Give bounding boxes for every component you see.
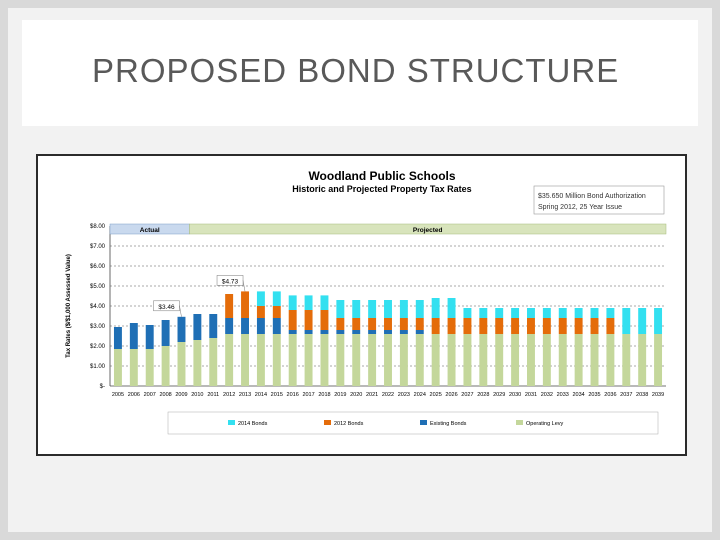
bar-segment	[320, 330, 328, 334]
x-tick-label: 2011	[207, 392, 220, 398]
bar-segment	[495, 308, 503, 318]
x-tick-label: 2008	[159, 392, 172, 398]
bar-segment	[352, 318, 360, 330]
bar-segment	[336, 300, 344, 318]
bar-segment	[622, 308, 630, 334]
slide-title: PROPOSED BOND STRUCTURE	[92, 52, 620, 89]
bar-segment	[130, 349, 138, 386]
x-tick-label: 2036	[604, 392, 617, 398]
bar-segment	[400, 300, 408, 318]
annotation-line-2: Spring 2012, 25 Year Issue	[538, 204, 623, 211]
legend-label: 2014 Bonds	[238, 421, 268, 427]
bar-segment	[511, 318, 519, 334]
bar-segment	[257, 306, 265, 318]
bar-segment	[225, 334, 233, 386]
legend-swatch	[228, 420, 235, 425]
bar-segment	[575, 308, 583, 318]
bar-segment	[622, 334, 630, 386]
bar-segment	[273, 334, 281, 386]
bar-segment	[241, 291, 249, 318]
x-tick-label: 2032	[540, 392, 553, 398]
bar-segment	[241, 334, 249, 386]
bar-segment	[654, 308, 662, 334]
bar-segment	[400, 334, 408, 386]
bar-segment	[400, 318, 408, 330]
bar-segment	[193, 340, 201, 386]
x-tick-label: 2017	[302, 392, 315, 398]
y-axis-label: Tax Rates ($/$1,000 Assessed Value)	[66, 254, 72, 358]
bar-segment	[289, 334, 297, 386]
chart-subtitle: Historic and Projected Property Tax Rates	[292, 184, 472, 194]
bar-segment	[384, 318, 392, 330]
bar-segment	[146, 349, 154, 386]
bar-segment	[495, 334, 503, 386]
callout-label: $4.73	[221, 278, 239, 286]
bar-segment	[479, 308, 487, 318]
annotation-line-1: $35.650 Million Bond Authorization	[538, 193, 646, 200]
y-tick-label: $3.00	[89, 324, 105, 330]
bar-segment	[193, 314, 201, 340]
x-tick-label: 2028	[477, 392, 490, 398]
bar-segment	[336, 334, 344, 386]
bar-segment	[606, 308, 614, 318]
x-tick-label: 2026	[445, 392, 458, 398]
x-tick-label: 2013	[238, 392, 252, 398]
bar-segment	[463, 308, 471, 318]
bar-segment	[209, 314, 217, 338]
legend-label: 2012 Bonds	[334, 421, 364, 427]
x-tick-label: 2037	[620, 392, 633, 398]
callout-leader	[179, 306, 181, 317]
y-tick-label: $2.00	[89, 344, 105, 350]
bar-segment	[638, 308, 646, 334]
bar-segment	[336, 318, 344, 330]
y-tick-label: $7.00	[89, 244, 105, 250]
x-tick-label: 2018	[318, 392, 331, 398]
bar-segment	[527, 334, 535, 386]
bar-segment	[448, 318, 456, 334]
bar-segment	[320, 295, 328, 310]
bar-segment	[289, 330, 297, 334]
bar-segment	[432, 298, 440, 318]
bar-segment	[273, 291, 281, 306]
bar-segment	[448, 298, 456, 318]
x-tick-label: 2021	[365, 392, 379, 398]
x-tick-label: 2016	[286, 392, 299, 398]
bar-segment	[225, 318, 233, 334]
tax-rate-chart	[38, 156, 685, 454]
bar-segment	[654, 334, 662, 386]
bar-segment	[368, 334, 376, 386]
bar-segment	[352, 330, 360, 334]
bar-segment	[289, 295, 297, 310]
bar-segment	[591, 334, 599, 386]
x-tick-label: 2014	[254, 392, 268, 398]
legend-swatch	[516, 420, 523, 425]
bar-segment	[416, 318, 424, 330]
bar-segment	[527, 318, 535, 334]
bar-segment	[448, 334, 456, 386]
x-tick-label: 2031	[524, 392, 538, 398]
bar-segment	[591, 318, 599, 334]
chart-title: Woodland Public Schools	[308, 169, 456, 183]
x-tick-label: 2025	[429, 392, 442, 398]
x-tick-label: 2024	[413, 392, 426, 398]
bar-segment	[511, 334, 519, 386]
bar-segment	[638, 334, 646, 386]
y-tick-label: $-	[99, 384, 105, 390]
bar-segment	[209, 338, 217, 386]
bar-segment	[162, 346, 170, 386]
bar-segment	[241, 318, 249, 334]
bar-segment	[273, 306, 281, 318]
bar-segment	[305, 295, 313, 310]
bar-segment	[543, 334, 551, 386]
bar-segment	[114, 327, 122, 349]
bar-segment	[257, 334, 265, 386]
bar-segment	[591, 308, 599, 318]
bar-segment	[559, 308, 567, 318]
phase-projected-label: Projected	[412, 227, 443, 234]
bar-segment	[273, 318, 281, 334]
x-tick-label: 2033	[556, 392, 569, 398]
x-tick-label: 2034	[572, 392, 585, 398]
bar-segment	[320, 334, 328, 386]
x-tick-label: 2009	[175, 392, 188, 398]
y-tick-label: $6.00	[89, 264, 105, 270]
bar-segment	[416, 300, 424, 318]
bar-segment	[305, 310, 313, 330]
bar-segment	[114, 349, 122, 386]
phase-actual-label: Actual	[139, 227, 160, 234]
x-tick-label: 2020	[350, 392, 363, 398]
bar-segment	[463, 318, 471, 334]
bar-segment	[305, 334, 313, 386]
bar-segment	[384, 330, 392, 334]
x-tick-label: 2005	[111, 392, 125, 398]
bar-segment	[479, 334, 487, 386]
bar-segment	[527, 308, 535, 318]
x-tick-label: 2015	[270, 392, 283, 398]
bar-segment	[384, 334, 392, 386]
bar-segment	[368, 300, 376, 318]
legend-label: Existing Bonds	[430, 421, 467, 427]
x-tick-label: 2006	[127, 392, 140, 398]
y-tick-label: $5.00	[89, 284, 105, 290]
bar-segment	[416, 334, 424, 386]
x-tick-label: 2027	[461, 392, 474, 398]
bar-segment	[495, 318, 503, 334]
bar-segment	[432, 318, 440, 334]
bar-segment	[336, 330, 344, 334]
bar-segment	[225, 294, 233, 318]
bar-segment	[511, 308, 519, 318]
chart-frame	[36, 154, 687, 456]
bar-segment	[178, 317, 186, 342]
x-tick-label: 2019	[334, 392, 347, 398]
x-tick-label: 2029	[493, 392, 506, 398]
x-tick-label: 2030	[508, 392, 522, 398]
y-tick-label: $1.00	[89, 364, 105, 370]
bar-segment	[606, 318, 614, 334]
bar-segment	[320, 310, 328, 330]
x-tick-label: 2007	[143, 392, 156, 398]
bar-segment	[368, 330, 376, 334]
bar-segment	[289, 310, 297, 330]
bar-segment	[146, 325, 154, 349]
x-tick-label: 2039	[651, 392, 665, 398]
bar-segment	[543, 318, 551, 334]
bar-segment	[400, 330, 408, 334]
bar-segment	[416, 330, 424, 334]
y-tick-label: $4.00	[89, 304, 105, 310]
bar-segment	[130, 323, 138, 349]
bar-segment	[352, 300, 360, 318]
bar-segment	[162, 320, 170, 346]
x-tick-label: 2023	[397, 392, 411, 398]
bar-segment	[559, 334, 567, 386]
bar-segment	[257, 291, 265, 306]
bar-segment	[575, 318, 583, 334]
bar-segment	[479, 318, 487, 334]
bar-segment	[352, 334, 360, 386]
x-tick-label: 2035	[588, 392, 601, 398]
bar-segment	[432, 334, 440, 386]
bar-segment	[257, 318, 265, 334]
legend-swatch	[420, 420, 427, 425]
bar-segment	[575, 334, 583, 386]
legend-swatch	[324, 420, 331, 425]
x-tick-label: 2012	[223, 392, 236, 398]
x-tick-label: 2022	[381, 392, 395, 398]
bar-segment	[463, 334, 471, 386]
callout-label: $3.46	[158, 303, 175, 311]
x-tick-label: 2038	[636, 392, 649, 398]
bar-segment	[178, 342, 186, 386]
y-tick-label: $8.00	[89, 224, 105, 230]
bar-segment	[305, 330, 313, 334]
bar-segment	[368, 318, 376, 330]
legend-label: Operating Levy	[526, 421, 564, 427]
bar-segment	[384, 300, 392, 318]
bar-segment	[606, 334, 614, 386]
bar-segment	[559, 318, 567, 334]
bar-segment	[543, 308, 551, 318]
x-tick-label: 2010	[191, 392, 204, 398]
